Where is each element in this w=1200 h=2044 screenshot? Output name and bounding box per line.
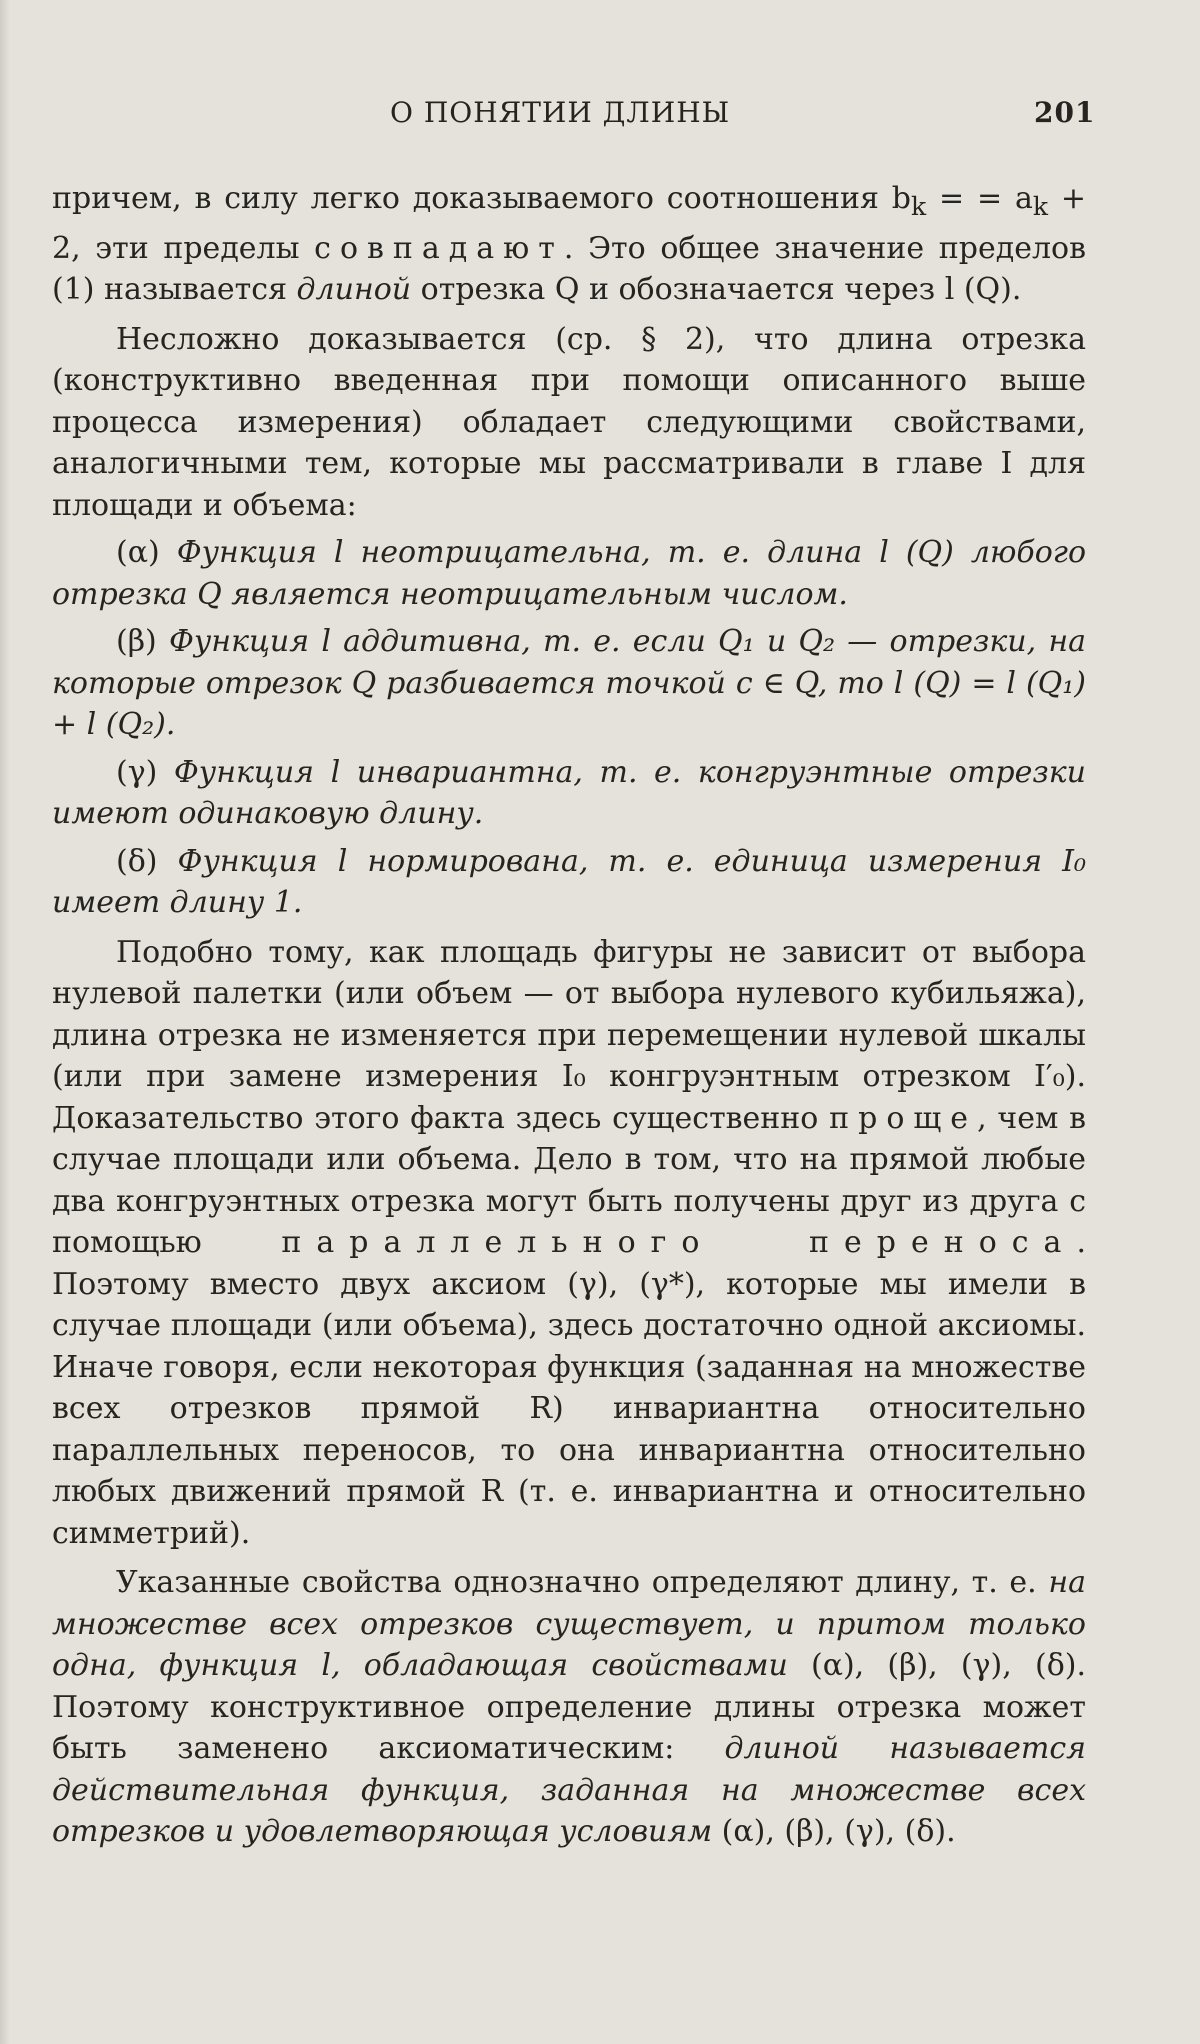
property-delta (52, 841, 1086, 924)
spaced-emphasis: совпадают (314, 230, 564, 266)
page-gutter (0, 0, 10, 2044)
property-text: Функция l нормирована, т. е. единица измерения I₀ имеет длину 1. (52, 843, 1086, 920)
text-run: , чем в случае площади или объема. Дело в том, что на прямой любые два конгруэнтных отрезка могут быть получены друг из друга с помощью (52, 1100, 1087, 1260)
text-run: отрезка Q и обозначается через l (Q). (411, 272, 1022, 307)
property-label: (γ) (116, 754, 158, 790)
italic-statement: на множестве всех отрезков существует, и притом только одна, функция l, обладающая свойствами (52, 1565, 1086, 1683)
text-run: = = a (926, 181, 1033, 216)
text-run: Подобно тому, как площадь фигуры не зависит от выбора нулевой палетки (или объем — от выбора нулевого кубильяжа), длина отрезка не изменяется при перемещении нулевой шкалы (или при замене измерения I₀ конгруэнтным отрезком I′₀). Доказательство этого факта здесь существенно (52, 934, 1086, 1136)
text-run: причем, в силу легко доказываемого соотношения b (52, 181, 911, 216)
page-body (52, 178, 1086, 1853)
running-header (0, 96, 1200, 136)
spaced-emphasis: проще (829, 1100, 978, 1136)
property-alpha (52, 532, 1086, 615)
property-text: Функция l инвариантна, т. е. конгруэнтные отрезки имеют одинаковую длину. (52, 754, 1086, 831)
paragraph-4 (52, 1562, 1086, 1853)
running-title: О ПОНЯТИИ ДЛИНЫ (390, 96, 731, 129)
property-text: Функция l аддитивна, т. е. если Q₁ и Q₂ — отрезки, на которые отрезок Q разбивается точкой c ∈ Q, то l (Q) = l (Q₁) + l (Q₂). (52, 624, 1086, 742)
paragraph-3 (52, 932, 1086, 1555)
italic-term: длиной (296, 272, 412, 307)
italic-definition: длиной называется действительная функция, заданная на множестве всех отрезков и удовлетворяющая условиям (52, 1731, 1086, 1849)
text-run: . Поэтому вместо двух аксиом (γ), (γ*), которые мы имели в случае площади (или объема), здесь достаточно одной аксиомы. Иначе говоря, если некоторая функция (заданная на множестве всех отрезков прямой R) инвариантна относительно параллельных переносов, то она инвариантна относительно любых движений прямой R (т. е. инвариантна и относительно симметрий). (52, 1225, 1086, 1551)
property-beta (52, 621, 1086, 746)
text-run: (α), (β), (γ), (δ). Поэтому конструктивное определение длины отрезка может быть заменено аксиоматическим: (52, 1648, 1087, 1766)
text-run: (α), (β), (γ), (δ). (712, 1814, 956, 1849)
subscript: k (910, 192, 927, 221)
paragraph-2: Несложно доказывается (ср. § 2), что длина отрезка (конструктивно введенная при помощи описанного выше процесса измерения) обладает следующими свойствами, аналогичными тем, которые мы рассматривали в главе I для площади и объема: (52, 321, 1086, 523)
property-label: (α) (116, 535, 160, 570)
property-text: Функция l неотрицательна, т. е. длина l (Q) любого отрезка Q является неотрицательным числом. (52, 535, 1086, 612)
property-label: (δ) (116, 843, 158, 879)
text-run: . Это общее значение пределов (1) называется (52, 230, 1086, 307)
subscript: k (1032, 192, 1048, 221)
property-label: (β) (116, 624, 157, 659)
paragraph-1 (52, 178, 1086, 311)
text-run: + 2, эти пределы (52, 181, 1086, 266)
property-gamma (52, 752, 1086, 835)
text-run: Указанные свойства однозначно определяют длину, т. е. (116, 1565, 1049, 1600)
page-number: 201 (1034, 96, 1096, 129)
spaced-emphasis: параллельного переноса (281, 1225, 1077, 1260)
